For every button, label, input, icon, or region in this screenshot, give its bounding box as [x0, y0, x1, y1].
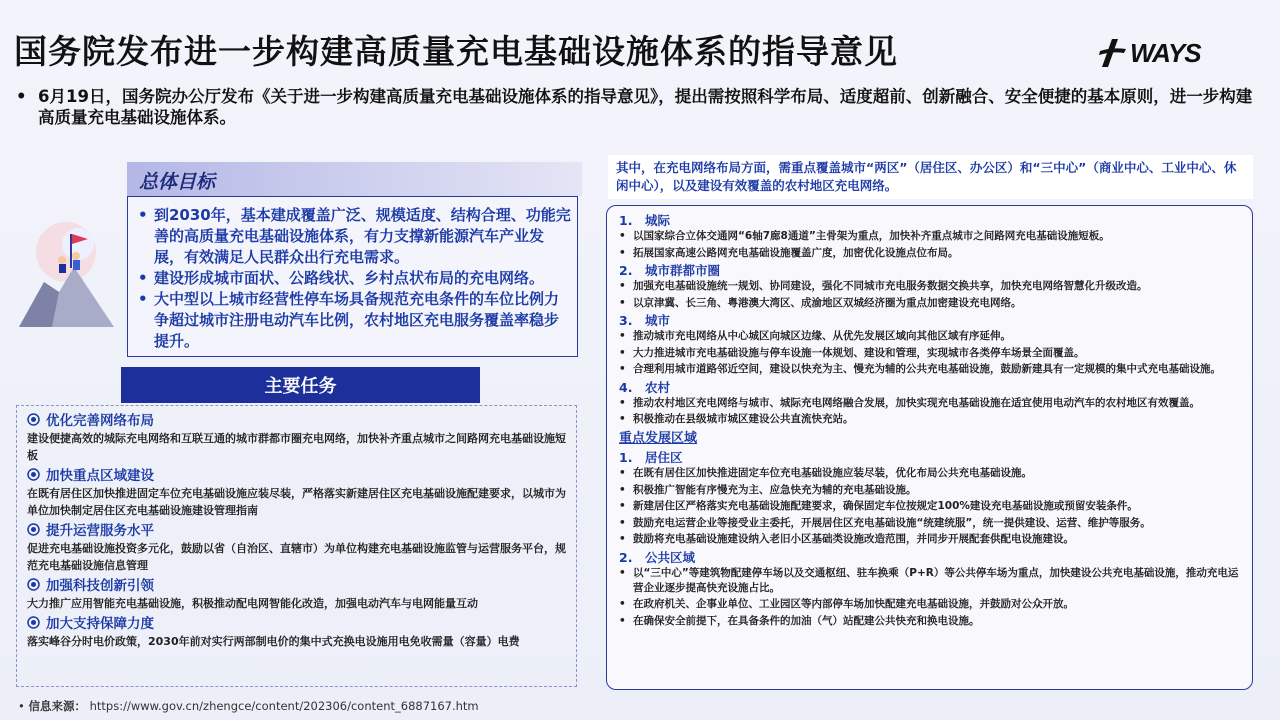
bullet: • — [619, 614, 626, 627]
section-heading — [619, 262, 1242, 279]
ways-logo-text: WAYS — [1130, 37, 1201, 68]
bullet: • — [619, 467, 626, 479]
bullet: • — [619, 598, 626, 610]
list-item — [619, 246, 1242, 261]
section-title: 居住区 — [645, 450, 683, 465]
target-bullet-icon — [27, 523, 40, 536]
tasks-box — [16, 405, 577, 687]
source-url[interactable]: https://www.gov.cn/zhengce/content/202306/content_6887167.htm — [89, 699, 479, 713]
bullet: • — [619, 396, 626, 409]
section-heading — [619, 379, 1242, 396]
task-title: 加大支持保障力度 — [46, 616, 154, 632]
list-item-text: 推动农村地区充电网络与城市、城际充电网络融合发展，加快实现充电基础设施在适宜使用电动汽车的农村地区有效覆盖。 — [633, 396, 1200, 409]
section-title: 公共区域 — [645, 549, 696, 565]
target-bullet-icon — [27, 616, 40, 629]
target-bullet-icon — [27, 413, 40, 426]
list-item-text: 积极推广智能有序慢充为主、应急快充为辅的充电基础设施。 — [633, 483, 917, 496]
ways-logo — [1098, 36, 1218, 70]
bullet: • — [619, 500, 626, 512]
bullet: • — [619, 566, 626, 579]
section-number: 1. — [619, 213, 633, 228]
section-heading — [619, 312, 1242, 329]
section-title: 城市群都市圈 — [645, 263, 721, 278]
section-heading — [619, 549, 1242, 566]
list-item-text: 推动城市充电网络从中心城区向城区边缘、从优先发展区域向其他区域有序延伸。 — [633, 330, 1011, 342]
list-item-text: 加强充电基础设施统一规划、协同建设，强化不同城市充电服务数据交换共享，加快充电网络智慧化升级改造。 — [633, 280, 1148, 292]
bullet: • — [619, 516, 626, 529]
list-item — [619, 362, 1242, 377]
list-item — [619, 329, 1242, 344]
list-item — [619, 229, 1242, 244]
bullet: • — [18, 699, 25, 713]
ways-logo-icon — [1098, 37, 1128, 69]
section-number: 3. — [619, 313, 633, 328]
task-title: 提升运营服务水平 — [46, 523, 154, 539]
list-item-text: 鼓励将充电基础设施建设纳入老旧小区基础类设施改造范围，并同步开展配套供配电设施建设。 — [633, 533, 1074, 545]
task-text: 落实峰谷分时电价政策，2030年前对实行两部制电价的集中式充换电设施用电免收需量（容量）电费 — [27, 635, 520, 648]
bullet: • — [619, 296, 626, 309]
list-item-text: 积极推动在县级城市城区建设公共直流快充站。 — [633, 413, 854, 425]
section-title: 城市 — [645, 313, 671, 328]
task-item — [27, 467, 566, 519]
section-heading — [619, 449, 1242, 466]
target-bullet-icon — [27, 468, 40, 481]
network-list — [619, 212, 1242, 427]
list-item-text: 鼓励充电运营企业等接受业主委托，开展居住区充电基础设施“统建统服”，统一提供建设、运营、维护等服务。 — [633, 516, 1151, 529]
bullet: • — [619, 246, 626, 259]
intro-text: 6月19日，国务院办公厅发布《关于进一步构建高质量充电基础设施体系的指导意见》，提出需按照科学布局、适度超前、创新融合、安全便捷的基本原则，进一步构建高质量充电基础设施体系。 — [38, 87, 1253, 127]
zone-list — [619, 449, 1242, 629]
source-line — [18, 698, 479, 714]
list-item — [619, 532, 1242, 547]
task-text: 促进充电基础设施投资多元化，鼓励以省（自治区、直辖市）为单位构建充电基础设施监管与运营服务平台，规范充电基础设施信息管理 — [27, 542, 566, 572]
bullet: • — [619, 363, 626, 375]
section-title: 城际 — [645, 213, 671, 228]
task-item — [27, 577, 566, 612]
list-item — [619, 279, 1242, 294]
list-item-text: 在确保安全前提下，在具备条件的加油（气）站配建公共快充和换电设施。 — [633, 614, 980, 627]
task-title: 加快重点区域建设 — [46, 468, 154, 484]
goals-heading: 总体目标 — [127, 162, 582, 196]
goals-box — [127, 196, 578, 357]
list-item — [619, 396, 1242, 411]
list-item — [619, 516, 1242, 531]
bullet: • — [619, 413, 626, 425]
goal-item: • 到2030年，基本建成覆盖广泛、规模适度、结构合理、功能完善的高质量充电基础设施体系，有力支撑新能源汽车产业发展，有效满足人民群众出行充电需求。 — [138, 206, 571, 266]
list-item-text: 拓展国家高速公路网充电基础设施覆盖广度，加密优化设施点位布局。 — [633, 246, 959, 259]
list-item-text: 以京津冀、长三角、粤港澳大湾区、成渝地区双城经济圈为重点加密建设充电网络。 — [633, 296, 1022, 309]
goal-item: • 建设形成城市面状、公路线状、乡村点状布局的充电网络。 — [138, 269, 545, 287]
task-text: 大力推广应用智能充电基础设施，积极推动配电网智能化改造，加强电动汽车与电网能量互动 — [27, 597, 478, 610]
list-item — [619, 614, 1242, 629]
list-item — [619, 566, 1242, 596]
tasks-heading: 主要任务 — [121, 367, 480, 403]
list-item — [619, 483, 1242, 498]
bullet: • — [619, 483, 626, 496]
task-item — [27, 615, 566, 650]
bullet: • — [619, 346, 626, 359]
section-number: 1. — [619, 450, 633, 465]
list-item-text: 在既有居住区加快推进固定车位充电基础设施应装尽装，优化布局公共充电基础设施。 — [633, 467, 1032, 479]
list-item-text: 新建居住区严格落实充电基础设施配建要求，确保固定车位按规定100%建设充电基础设施或预留安装条件。 — [633, 500, 1138, 512]
bullet: • — [16, 87, 27, 106]
list-item — [619, 346, 1242, 361]
list-item-text: 大力推进城市充电基础设施与停车设施一体规划、建设和管理，实现城市各类停车场景全面覆盖。 — [633, 346, 1085, 359]
list-item — [619, 466, 1242, 481]
zones-heading: 重点发展区域 — [619, 431, 698, 446]
source-label: 信息来源： — [28, 699, 86, 713]
section-number: 2. — [619, 549, 633, 565]
page-title: 国务院发布进一步构建高质量充电基础设施体系的指导意见 — [14, 32, 898, 71]
bullet: • — [619, 230, 626, 242]
list-item — [619, 296, 1242, 311]
list-item-text: 以“三中心”等建筑物配建停车场以及交通枢纽、驻车换乘（P+R）等公共停车场为重点，加快建设公共充电基础设施，推动充电运营企业逐步提高快充设施占比。 — [633, 566, 1239, 594]
intro-paragraph — [14, 86, 1254, 128]
target-bullet-icon — [27, 578, 40, 591]
list-item — [619, 597, 1242, 612]
list-item-text: 在政府机关、企事业单位、工业园区等内部停车场加快配建充电基础设施，并鼓励对公众开放。 — [633, 598, 1074, 610]
bullet: • — [619, 280, 626, 292]
task-title: 加强科技创新引领 — [46, 578, 154, 594]
task-text: 建设便捷高效的城际充电网络和互联互通的城市群都市圈充电网络，加快补齐重点城市之间路网充电基础设施短板 — [27, 432, 566, 462]
task-title: 优化完善网络布局 — [46, 413, 154, 429]
task-item — [27, 522, 566, 574]
task-item — [27, 412, 566, 464]
section-title: 农村 — [645, 379, 671, 395]
list-item-text: 合理利用城市道路邻近空间，建设以快充为主、慢充为辅的公共充电基础设施，鼓励新建具有一定规模的集中式充电基础设施。 — [633, 363, 1221, 375]
bullet: • — [619, 533, 626, 545]
network-intro: 其中，在充电网络布局方面，需重点覆盖城市“两区”（居住区、办公区）和“三中心”（商业中心、工业中心、休闲中心），以及建设有效覆盖的农村地区充电网络。 — [608, 155, 1253, 199]
list-item-text: 以国家综合立体交通网“6轴7廊8通道”主骨架为重点，加快补齐重点城市之间路网充电基础设施短板。 — [633, 230, 1110, 242]
section-heading — [619, 212, 1242, 229]
section-number: 2. — [619, 263, 633, 278]
network-detail-box — [606, 205, 1253, 690]
summit-flag-illustration-icon — [14, 212, 124, 332]
task-text: 在既有居住区加快推进固定车位充电基础设施应装尽装，严格落实新建居住区充电基础设施配建要求，以城市为单位加快制定居住区充电基础设施建设管理指南 — [27, 487, 566, 517]
section-number: 4. — [619, 379, 633, 395]
list-item — [619, 499, 1242, 514]
bullet: • — [619, 330, 626, 342]
list-item — [619, 412, 1242, 427]
goal-item: • 大中型以上城市经营性停车场具备规范充电条件的车位比例力争超过城市注册电动汽车比例，农村地区充电服务覆盖率稳步提升。 — [138, 290, 560, 350]
